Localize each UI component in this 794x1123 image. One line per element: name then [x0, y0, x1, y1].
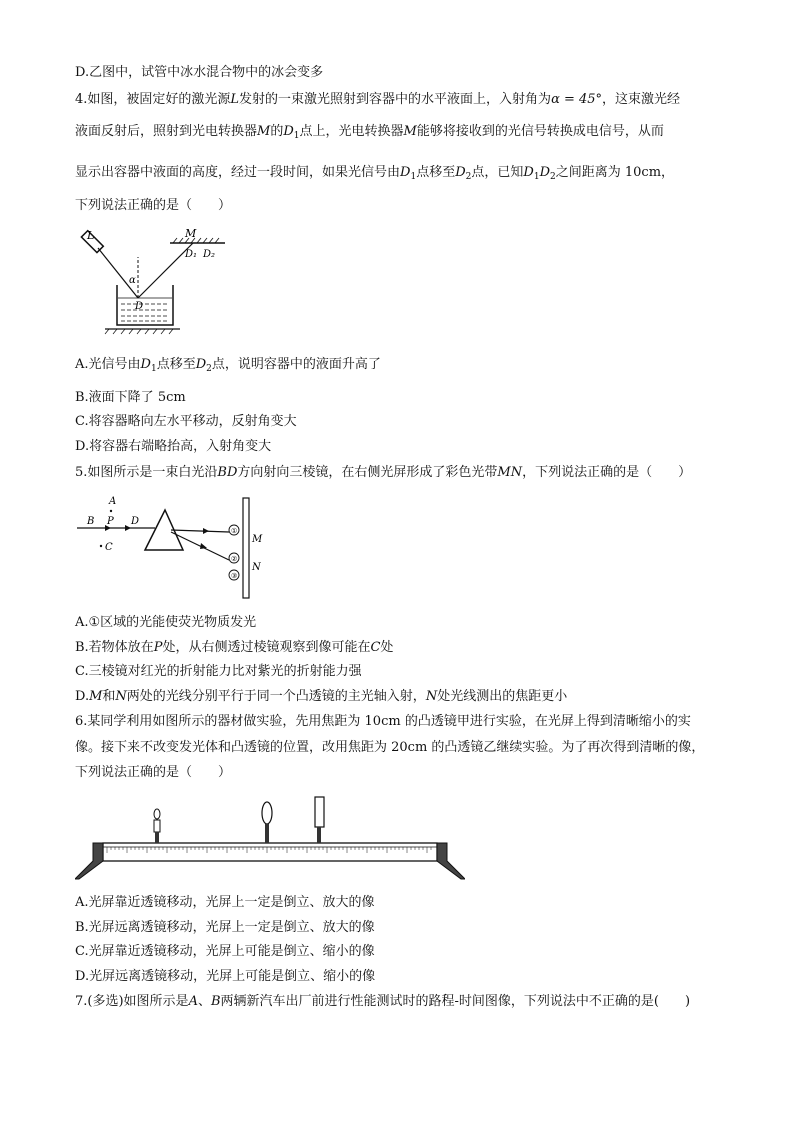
q4-stem-line-3: 显示出容器中液面的高度，经过一段时间，如果光信号由$D_1$点移至$D_2$点，已知$D_1D_2$之间距离为 10cm， [75, 165, 675, 182]
svg-text:③: ③ [231, 572, 238, 580]
q4-option-a[interactable]: A.光信号由$D_1$点移至$D_2$点，说明容器中的液面升高了 [75, 357, 381, 374]
q6-stem-line-3: 下列说法正确的是（ ） [75, 765, 232, 780]
label-P: P [107, 516, 114, 527]
q5-option-a[interactable]: A.①区域的光能使荧光物质发光 [75, 615, 257, 630]
q6-stem-line-2: 像。接下来不改变发光体和凸透镜的位置，改用焦距为 20cm 的凸透镜乙继续实验。为了再次得到清晰的像， [75, 740, 705, 755]
q5-option-d[interactable]: D.M和N两处的光线分别平行于同一个凸透镜的主光轴入射，N处光线测出的焦距更小 [75, 689, 568, 704]
label-D: D [135, 301, 144, 312]
q6-option-d[interactable]: D.光屏远离透镜移动，光屏上可能是倒立、缩小的像 [75, 969, 376, 984]
label-L: L [87, 229, 95, 242]
q6-figure-optical-bench [75, 795, 465, 883]
label-D1: D₁ [185, 249, 198, 260]
alpha-equation: α = 45° [551, 92, 603, 107]
q4-stem-line-2: 液面反射后，照射到光电转换器M的$D_1$点上，光电转换器M能够将接收到的光信号转换成电信号，从而 [75, 124, 664, 141]
q5-option-b[interactable]: B.若物体放在P处，从右侧透过棱镜观察到像可能在C处 [75, 640, 394, 655]
q6-option-c[interactable]: C.光屏靠近透镜移动，光屏上可能是倒立、缩小的像 [75, 944, 375, 959]
label-C: C [105, 542, 113, 553]
q4-stem-line-4: 下列说法正确的是（ ） [75, 198, 232, 213]
label-D: D [131, 516, 140, 527]
svg-text:①: ① [231, 527, 238, 535]
q4-stem-line-1: 4.如图，被固定好的激光源L发射的一束激光照射到容器中的水平液面上，入射角为α = 45°，这束激光经 [75, 92, 681, 107]
light-screen [243, 498, 249, 598]
q4-option-c[interactable]: C.将容器略向左水平移动，反射角变大 [75, 414, 297, 429]
svg-text:②: ② [231, 555, 238, 563]
q7-stem: 7.(多选)如图所示是A、B两辆新汽车出厂前进行性能测试时的路程-时间图像，下列说法中不正确的是( ) [75, 994, 691, 1009]
label-alpha: α [129, 275, 136, 286]
label-D2: D₂ [203, 249, 216, 260]
q4-option-b[interactable]: B.液面下降了 5cm [75, 390, 186, 405]
q6-option-a[interactable]: A.光屏靠近透镜移动，光屏上一定是倒立、放大的像 [75, 895, 375, 910]
light-screen-icon [315, 797, 324, 843]
label-A: A [109, 496, 117, 507]
label-M: M [185, 227, 197, 240]
q5-figure-prism [75, 490, 275, 600]
candle-icon [154, 809, 160, 843]
label-B: B [87, 516, 95, 527]
q5-option-c[interactable]: C.三棱镜对红光的折射能力比对紫光的折射能力强 [75, 664, 362, 679]
q3-option-d: D.乙图中，试管中冰水混合物中的冰会变多 [75, 65, 324, 80]
q4-option-d[interactable]: D.将容器右端略抬高，入射角变大 [75, 439, 272, 454]
q4-figure-reflection [75, 225, 235, 335]
convex-lens-icon [262, 802, 272, 843]
q6-option-b[interactable]: B.光屏远离透镜移动，光屏上一定是倒立、放大的像 [75, 920, 375, 935]
label-M: M [252, 534, 263, 545]
q6-stem-line-1: 6.某同学利用如图所示的器材做实验，先用焦距为 10cm 的凸透镜甲进行实验，在光屏上得到清晰缩小的实 [75, 714, 691, 729]
q5-stem: 5.如图所示是一束白光沿BD方向射向三棱镜，在右侧光屏形成了彩色光带MN，下列说法正确的是（ ） [75, 465, 692, 480]
label-N: N [252, 562, 261, 573]
